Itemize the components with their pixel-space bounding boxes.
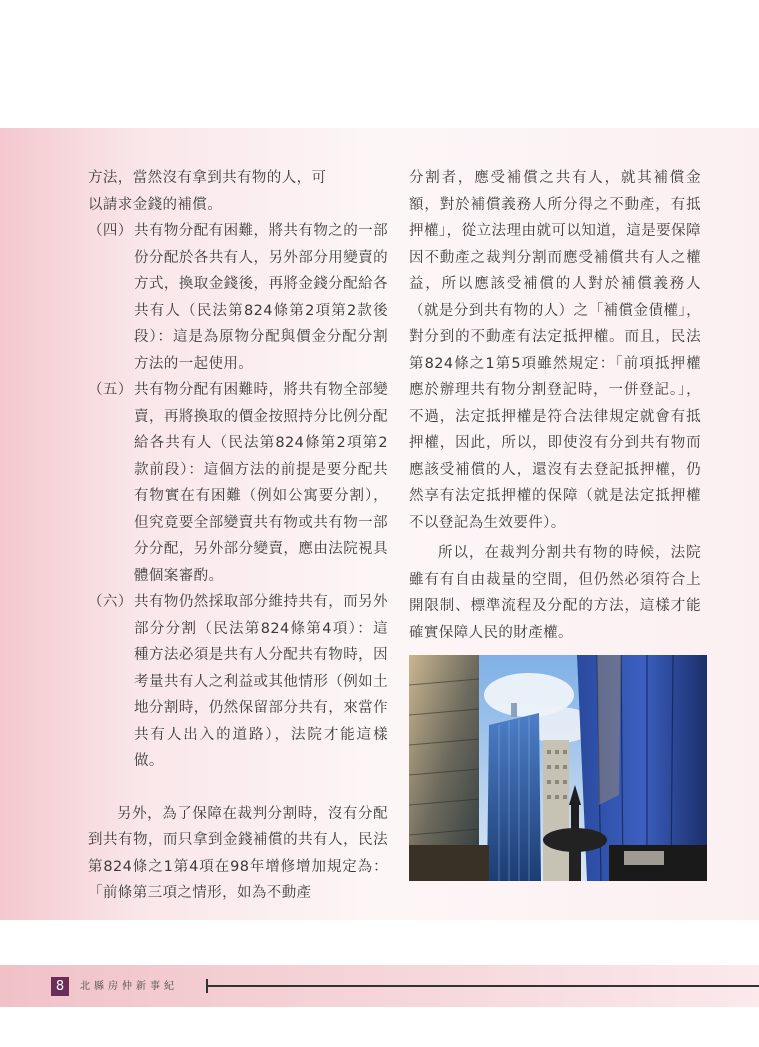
item-marker: （四）: [88, 223, 133, 239]
list-item: [88, 589, 388, 775]
item-text: 共有物分配有困難時，將共有物全部變賣，再將換取的價金按照持分比例分配給各共有人（民法第824條第2項第2款前段）：這個方法的前提是要分配共有物實在有困難（例如公寓要分割），但究竟要全部變賣共有物或共有物一部分分配，另外部分變賣，應由法院視具體個案審酌。: [134, 382, 388, 584]
body-paragraph: 分割者，應受補償之共有人，就其補償金額，對於補償義務人所分得之不動產，有抵押權」，從立法理由就可以知道，這是要保障因不動產之裁判分割而應受補償共有人之權益，所以應該受補償的人對於補償義務人（就是分到共有物的人）之「補償金債權」，對分到的不動產有法定抵押權。而且，民法第824條之1第5項雖然規定：「前項抵押權應於辦理共有物分割登記時，一併登記。」，不過，法定抵押權是符合法律規定就會有抵押權，因此，所以，即使沒有分到共有物而應該受補償的人，還沒有去登記抵押權，仍然享有法定抵押權的保障（就是法定抵押權不以登記為生效要件）。: [409, 170, 701, 531]
footer-rule: [208, 985, 759, 987]
item-marker: （六）: [88, 594, 133, 610]
page-number: 8: [51, 977, 69, 996]
closing-paragraph: 另外，為了保障在裁判分割時，沒有分配到共有物，而只拿到金錢補償的共有人，民法第824條之1第4項在98年增修增加規定為：「前條第三項之情形，如為不動產: [88, 805, 388, 901]
skyline-image: [409, 655, 707, 881]
publication-title: 北縣房仲新事紀: [80, 981, 178, 992]
right-text-column: [409, 165, 701, 646]
intro-line: 方法，當然沒有拿到共有物的人，可: [88, 170, 327, 186]
city-skyscrapers-photo: [409, 655, 707, 881]
body-paragraph: 所以，在裁判分割共有物的時候，法院雖有有自由裁量的空間，但仍然必須符合上開限制、標準流程及分配的方法，這樣才能確實保障人民的財產權。: [409, 545, 701, 641]
list-item: [88, 377, 388, 589]
intro-line: 以請求金錢的補償。: [88, 196, 223, 213]
item-text: 共有物仍然採取部分維持共有，而另外部分分割（民法第824條第4項）：這種方法必須是共有人分配共有物時，因考量共有人之利益或其他情形（例如土地分割時，仍然保留部分共有，來當作共有人出入的道路），法院才能這樣做。: [134, 594, 388, 769]
item-marker: （五）: [88, 382, 133, 398]
left-text-column: [88, 165, 388, 907]
list-item: [88, 218, 388, 377]
item-text: 共有物分配有困難，將共有物之的一部份分配於各共有人，另外部分用變賣的方式，換取金錢後，再將金錢分配給各共有人（民法第824條第2項第2款後段）：這是為原物分配與價金分配分割方法的一起使用。: [134, 223, 388, 372]
